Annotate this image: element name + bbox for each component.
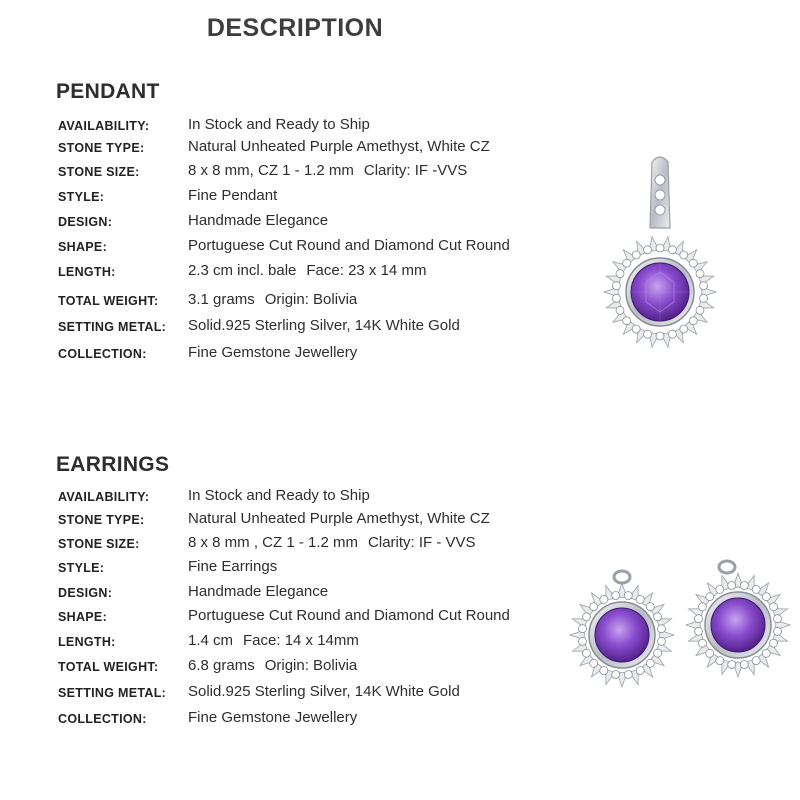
spec-label: TOTAL WEIGHT: [58, 294, 159, 308]
halo-stone [632, 325, 640, 333]
spec-label: STYLE: [58, 190, 105, 204]
spec-row [58, 116, 598, 138]
pendant-image [600, 150, 750, 390]
spec-value-extra: Face: 14 x 14mm [243, 632, 359, 649]
halo-stone [582, 613, 590, 621]
halo-stone [636, 667, 644, 675]
halo-stone [658, 637, 666, 645]
halo-stone [624, 671, 632, 679]
halo-stone [668, 246, 676, 254]
spec-value [188, 138, 490, 155]
halo-stone [656, 244, 664, 252]
spec-row [58, 583, 598, 605]
halo-stone [636, 595, 644, 603]
halo-stone [612, 294, 620, 302]
halo-stone [716, 657, 724, 665]
spec-value-text: Natural Unheated Purple Amethyst, White CZ [188, 510, 490, 527]
spec-row [58, 632, 598, 654]
halo-stone [689, 317, 697, 325]
spec-value-extra: Face: 23 x 14 mm [306, 262, 427, 279]
halo-stone [654, 649, 662, 657]
spec-label: SETTING METAL: [58, 686, 167, 700]
spec-value [188, 162, 467, 179]
spec-value [188, 683, 460, 700]
spec-value-text: Fine Earrings [188, 558, 278, 575]
spec-value [188, 583, 328, 600]
spec-value [188, 534, 476, 551]
spec-value [188, 657, 357, 674]
spec-row [58, 487, 598, 509]
halo-stone [752, 585, 760, 593]
spec-label: COLLECTION: [58, 712, 147, 726]
halo-stone [680, 251, 688, 259]
spec-value-text: Fine Pendant [188, 187, 278, 204]
spec-row [58, 607, 598, 629]
halo-stone [612, 282, 620, 290]
spec-value-text: Solid.925 Sterling Silver, 14K White Gold [188, 683, 460, 700]
spec-value-text: 6.8 grams [188, 657, 255, 674]
spec-value [188, 291, 357, 308]
spec-value-extra: Clarity: IF -VVS [363, 162, 468, 179]
spec-value-text: Natural Unheated Purple Amethyst, White CZ [188, 138, 490, 155]
spec-label: STONE SIZE: [58, 165, 140, 179]
halo-stone [770, 639, 778, 647]
spec-value-text: Handmade Elegance [188, 212, 329, 229]
spec-label: SETTING METAL: [58, 320, 167, 334]
spec-label: SHAPE: [58, 240, 108, 254]
spec-value-text: Portuguese Cut Round and Diamond Cut Round [188, 237, 510, 254]
halo-stone [689, 259, 697, 267]
spec-value [188, 212, 328, 229]
spec-row [58, 510, 598, 532]
spec-row [58, 237, 598, 259]
spec-label: AVAILABILITY: [58, 490, 150, 504]
spec-label: STYLE: [58, 561, 105, 575]
spec-label: TOTAL WEIGHT: [58, 660, 159, 674]
halo-stone [700, 282, 708, 290]
halo-stone [774, 615, 782, 623]
spec-value-text: In Stock and Ready to Ship [188, 487, 370, 504]
halo-stone [590, 659, 598, 667]
spec-value-text: 8 x 8 mm , CZ 1 - 1.2 mm [188, 534, 359, 551]
spec-label: STONE SIZE: [58, 537, 140, 551]
halo-stone [706, 649, 714, 657]
halo-stone [612, 671, 620, 679]
spec-row [58, 162, 598, 184]
spec-label: DESIGN: [58, 586, 113, 600]
halo-stone [680, 325, 688, 333]
halo-stone [740, 582, 748, 590]
halo-stone [696, 270, 704, 278]
spec-label: STONE TYPE: [58, 141, 145, 155]
spec-row [58, 212, 598, 234]
spec-row [58, 683, 598, 705]
halo-stone [582, 649, 590, 657]
halo-stone [698, 603, 706, 611]
halo-stone [695, 615, 703, 623]
halo-stone [654, 613, 662, 621]
spec-row [58, 291, 598, 313]
halo-stone [632, 251, 640, 259]
spec-value [188, 709, 357, 726]
spec-value [188, 317, 460, 334]
spec-label: LENGTH: [58, 635, 116, 649]
spec-label: AVAILABILITY: [58, 119, 150, 133]
halo-stone [762, 649, 770, 657]
halo-stone [706, 593, 714, 601]
spec-label: STONE TYPE: [58, 513, 145, 527]
halo-stone [696, 306, 704, 314]
spec-value [188, 607, 510, 624]
spec-value [188, 510, 490, 527]
spec-value [188, 187, 277, 204]
halo-stone [728, 661, 736, 669]
spec-value-text: Fine Gemstone Jewellery [188, 709, 358, 726]
spec-value-text: 1.4 cm [188, 632, 234, 649]
spec-row [58, 709, 598, 731]
halo-stone [698, 639, 706, 647]
page-title: DESCRIPTION [206, 14, 384, 42]
spec-value-text: Solid.925 Sterling Silver, 14K White Gold [188, 317, 460, 334]
spec-value-extra: Clarity: IF - VVS [368, 534, 476, 551]
halo-stone [579, 625, 587, 633]
halo-stone [612, 592, 620, 600]
halo-stone [658, 625, 666, 633]
halo-stone [728, 582, 736, 590]
spec-value-extra: Origin: Bolivia [264, 657, 358, 674]
halo-stone [624, 592, 632, 600]
halo-stone [716, 585, 724, 593]
spec-value-text: 2.3 cm incl. bale [188, 262, 297, 279]
spec-value [188, 344, 357, 361]
earrings-image [565, 555, 800, 690]
spec-value-text: Portuguese Cut Round and Diamond Cut Round [188, 607, 510, 624]
halo-stone [770, 603, 778, 611]
spec-value [188, 262, 426, 279]
halo-stone [623, 317, 631, 325]
halo-stone [579, 637, 587, 645]
halo-stone [623, 259, 631, 267]
halo-stone [616, 270, 624, 278]
halo-stone [600, 595, 608, 603]
halo-stone [700, 294, 708, 302]
spec-value-text: 3.1 grams [188, 291, 255, 308]
spec-row [58, 317, 598, 339]
spec-value-text: 8 x 8 mm, CZ 1 - 1.2 mm [188, 162, 354, 179]
halo-stone [590, 603, 598, 611]
spec-row [58, 262, 598, 284]
earrings-heading: EARRINGS [56, 453, 170, 476]
spec-row [58, 138, 598, 160]
spec-row [58, 187, 598, 209]
spec-label: LENGTH: [58, 265, 116, 279]
halo-stone [616, 306, 624, 314]
spec-value [188, 632, 359, 649]
halo-stone [668, 330, 676, 338]
spec-value [188, 116, 370, 133]
spec-row [58, 558, 598, 580]
spec-row [58, 657, 598, 679]
halo-stone [644, 246, 652, 254]
spec-value [188, 487, 370, 504]
halo-stone [695, 627, 703, 635]
spec-row [58, 344, 598, 366]
spec-value [188, 237, 510, 254]
spec-value [188, 558, 277, 575]
halo-stone [646, 659, 654, 667]
spec-value-extra: Origin: Bolivia [264, 291, 358, 308]
halo-stone [774, 627, 782, 635]
spec-label: DESIGN: [58, 215, 113, 229]
halo-stone [646, 603, 654, 611]
spec-value-text: Fine Gemstone Jewellery [188, 344, 358, 361]
halo-stone [762, 593, 770, 601]
spec-value-text: Handmade Elegance [188, 583, 329, 600]
pendant-heading: PENDANT [56, 80, 160, 103]
halo-stone [740, 661, 748, 669]
spec-row [58, 534, 598, 556]
halo-stone [644, 330, 652, 338]
halo-stone [656, 332, 664, 340]
spec-value-text: In Stock and Ready to Ship [188, 116, 370, 133]
spec-label: SHAPE: [58, 610, 108, 624]
spec-label: COLLECTION: [58, 347, 147, 361]
halo-stone [600, 667, 608, 675]
halo-stone [752, 657, 760, 665]
